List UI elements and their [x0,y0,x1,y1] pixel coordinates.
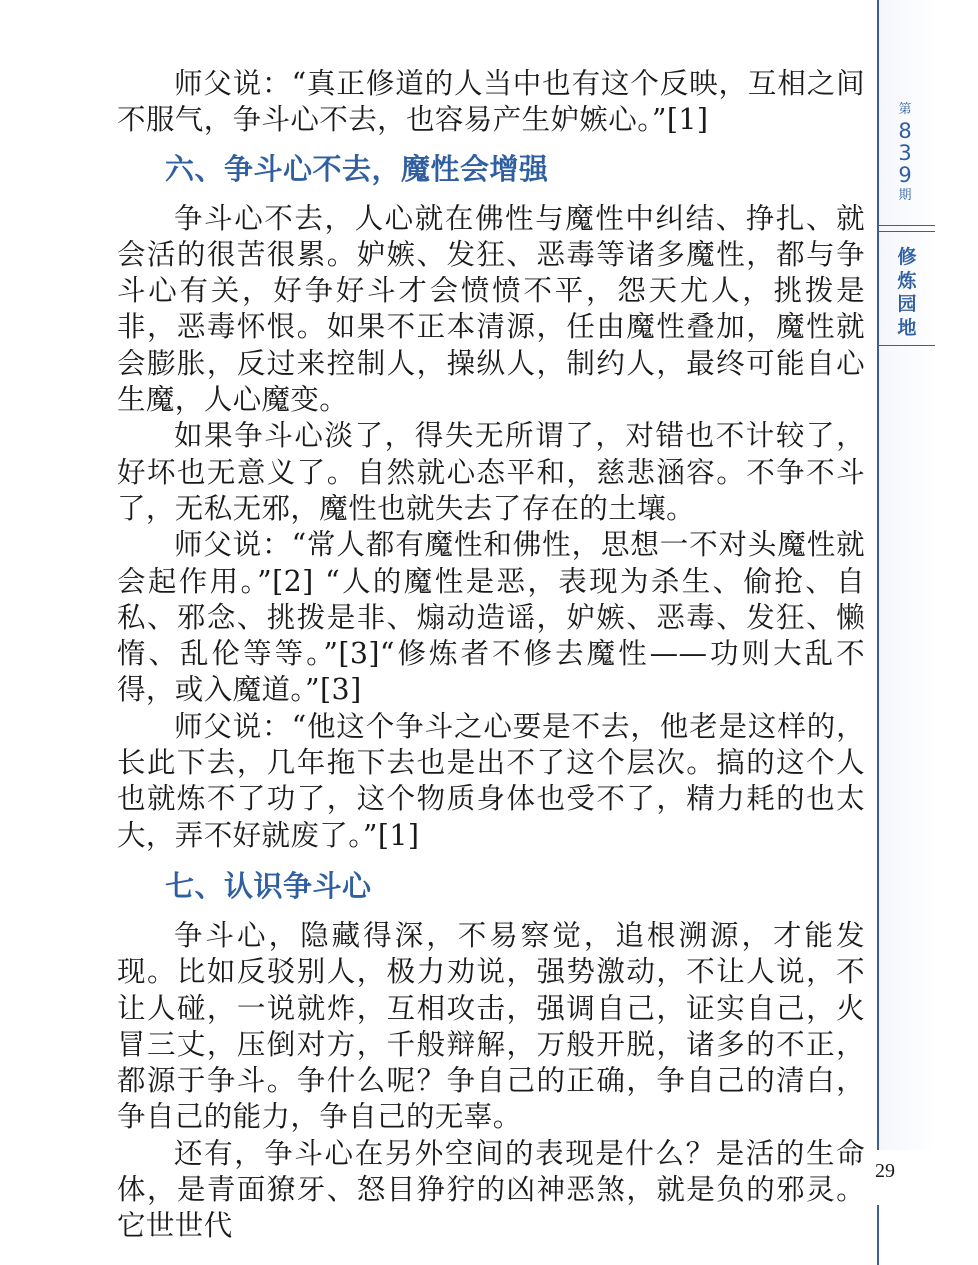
paragraph: 如果争斗心淡了，得失无所谓了，对错也不计较了，好坏也无意义了。自然就心态平和，慈悲涵容。不争不斗了，无私无邪，魔性也就失去了存在的土壤。 [117,419,865,525]
issue-digit: 3 [898,141,912,165]
sidebar-vertical-rule-bottom [877,1205,879,1265]
section-heading: 六、争斗心不去，魔性会增强 [165,151,549,186]
paragraph: 师父说：“他这个争斗之心要是不去，他老是这样的，长此下去，几年拖下去也是出不了这个层次。搞的这个人也就炼不了功了，这个物质身体也受不了，精力耗的也太大，弄不好就废了。”[1] [117,709,865,852]
page-number: 29 [875,1160,895,1182]
article-body [117,66,865,1245]
issue-prefix: 第 [898,102,912,117]
sidebar-divider [879,231,935,232]
paragraph: 师父说：“常人都有魔性和佛性，思想一不对头魔性就会起作用。”[2] “人的魔性是恶，表现为杀生、偷抢、自私、邪念、挑拨是非、煽动造谣，妒嫉、恶毒、发狂、懒惰、乱伦等等。”[3]“修炼者不修去魔性——功则大乱不得，或入魔道。”[3] [117,528,865,707]
issue-digit: 8 [898,119,912,143]
paragraph: 争斗心，隐藏得深，不易察觉，追根溯源，才能发现。比如反驳别人，极力劝说，强势激动，不让人说，不让人碰，一说就炸，互相攻击，强调自己，证实自己，火冒三丈，压倒对方，千般辩解，万般开脱，诸多的不正，都源于争斗。争什么呢？争自己的正确，争自己的清白，争自己的能力，争自己的无辜。 [117,918,865,1134]
section-heading: 七、认识争斗心 [165,868,372,903]
column-name-char: 炼 [897,269,917,292]
column-name-char: 修 [897,246,917,268]
sidebar-divider [879,225,935,226]
issue-number-label [879,100,931,206]
paragraph: 争斗心不去，人心就在佛性与魔性中纠结、挣扎、就会活的很苦很累。妒嫉、发狂、恶毒等诸多魔性，都与争斗心有关，好争好斗才会愤愤不平，怨天尤人，挑拨是非，恶毒怀恨。如果不正本清源，任由魔性叠加，魔性就会膨胀，反过来控制人，操纵人，制约人，最终可能自心生魔，人心魔变。 [117,201,865,417]
paragraph: 还有，争斗心在另外空间的表现是什么？是活的生命体，是青面獠牙、怒目狰狞的凶神恶煞，就是负的邪灵。它世世代 [117,1136,865,1243]
issue-digit: 9 [898,163,912,187]
paragraph: 师父说：“真正修道的人当中也有这个反映，互相之间不服气，争斗心不去，也容易产生妒嫉心。”[1] [117,67,865,137]
sidebar-divider [879,345,935,346]
column-name-char: 地 [897,316,917,339]
column-name [879,246,935,340]
issue-suffix: 期 [898,188,912,203]
column-name-char: 园 [897,293,917,315]
